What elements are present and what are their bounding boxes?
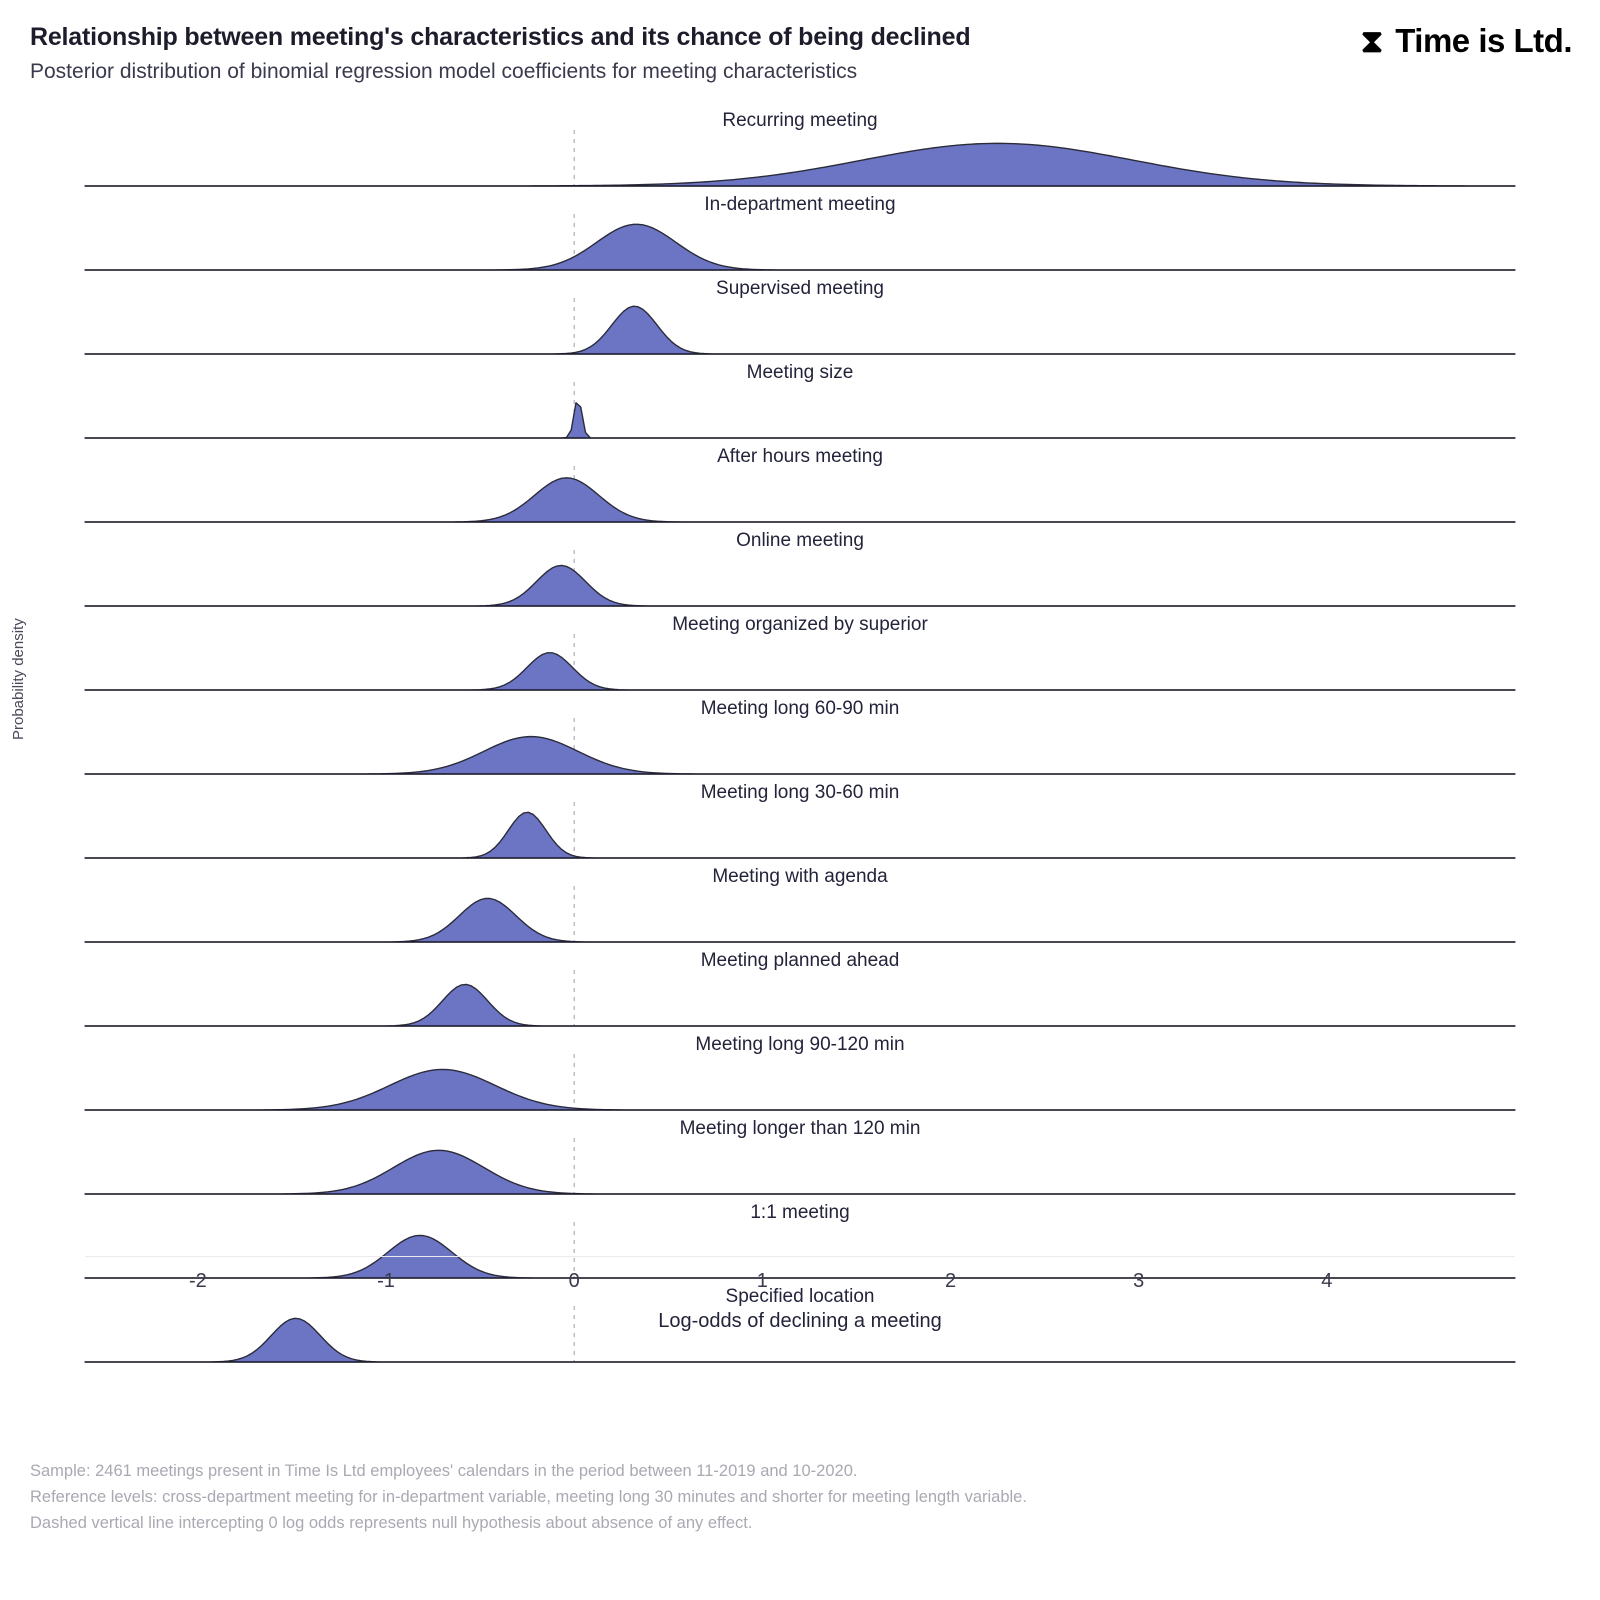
density-curve [85,782,1515,866]
ridge-label: After hours meeting [717,446,883,467]
x-tick-label: -1 [377,1270,395,1292]
ridge-row [85,362,1515,446]
x-tick-label: -2 [188,1270,207,1292]
density-curve [85,698,1515,782]
ridge-row [85,614,1515,698]
ridge-row [85,446,1515,530]
x-tick-label: 0 [568,1270,580,1292]
density-curve [85,110,1515,194]
x-tick-label: 4 [1321,1270,1333,1292]
density-curve [85,362,1515,446]
ridge-label: Supervised meeting [716,278,884,299]
brand-logo [1361,24,1572,57]
density-curve [85,530,1515,614]
ridge-label: In-department meeting [704,194,896,215]
chart-header [30,22,1570,86]
ridge-row [85,194,1515,278]
ridge-label: Online meeting [736,530,864,551]
hourglass-icon: ⧗ [1360,22,1384,59]
density-curve [85,1118,1515,1202]
ridge-label: Meeting long 90-120 min [695,1034,905,1055]
ridge-label: Recurring meeting [722,110,878,131]
ridge-row [85,950,1515,1034]
x-tick-label: 3 [1133,1270,1145,1292]
x-tick-label: 1 [756,1270,768,1292]
density-curve [85,194,1515,278]
x-axis-line [85,1256,1515,1257]
plot-area [0,110,1600,1440]
ridge-row [85,278,1515,362]
ridge-row [85,866,1515,950]
ridge-row [85,1118,1515,1202]
page-subtitle: Posterior distribution of binomial regression model coefficients for meeting characteristics [30,60,858,84]
ridge-label: Meeting with agenda [712,866,888,887]
ridgeline-series [85,110,1515,1360]
density-curve [85,866,1515,950]
density-curve [85,278,1515,362]
ridge-label: Meeting organized by superior [672,614,928,635]
page-title: Relationship between meeting's characteristics and its chance of being declined [30,23,971,51]
ridge-label: Meeting long 60-90 min [700,698,900,719]
ridge-row [85,530,1515,614]
x-axis [85,1256,1515,1332]
ridge-row [85,1034,1515,1118]
footnote-line: Dashed vertical line intercepting 0 log odds represents null hypothesis about absence of any effect. [30,1514,753,1533]
footnote-line: Sample: 2461 meetings present in Time Is Ltd employees' calendars in the period between 11-2019 and 10-2020. [30,1462,858,1480]
ridge-row [85,782,1515,866]
ridge-label: Meeting longer than 120 min [679,1118,921,1139]
ridge-label: Specified location [725,1286,875,1307]
ridge-label: 1:1 meeting [750,1202,850,1223]
brand-name: Time is Ltd. [1395,22,1572,59]
x-axis-title: Log-odds of declining a meeting [658,1310,942,1332]
ridge-row [85,698,1515,782]
footnote-line: Reference levels: cross-department meeting for in-department variable, meeting long 30 minutes and shorter for meeting length variable. [30,1488,1027,1507]
ridge-label: Meeting long 30-60 min [700,782,900,803]
ridge-label: Meeting planned ahead [700,950,900,971]
ridge-label: Meeting size [746,362,854,383]
density-curve [85,446,1515,530]
y-axis-label: Probability density [10,618,27,740]
density-curve [85,614,1515,698]
density-curve [85,1034,1515,1118]
density-curve [85,950,1515,1034]
x-tick-label: 2 [944,1270,957,1292]
footnotes [30,1458,1570,1536]
ridge-row [85,110,1515,194]
